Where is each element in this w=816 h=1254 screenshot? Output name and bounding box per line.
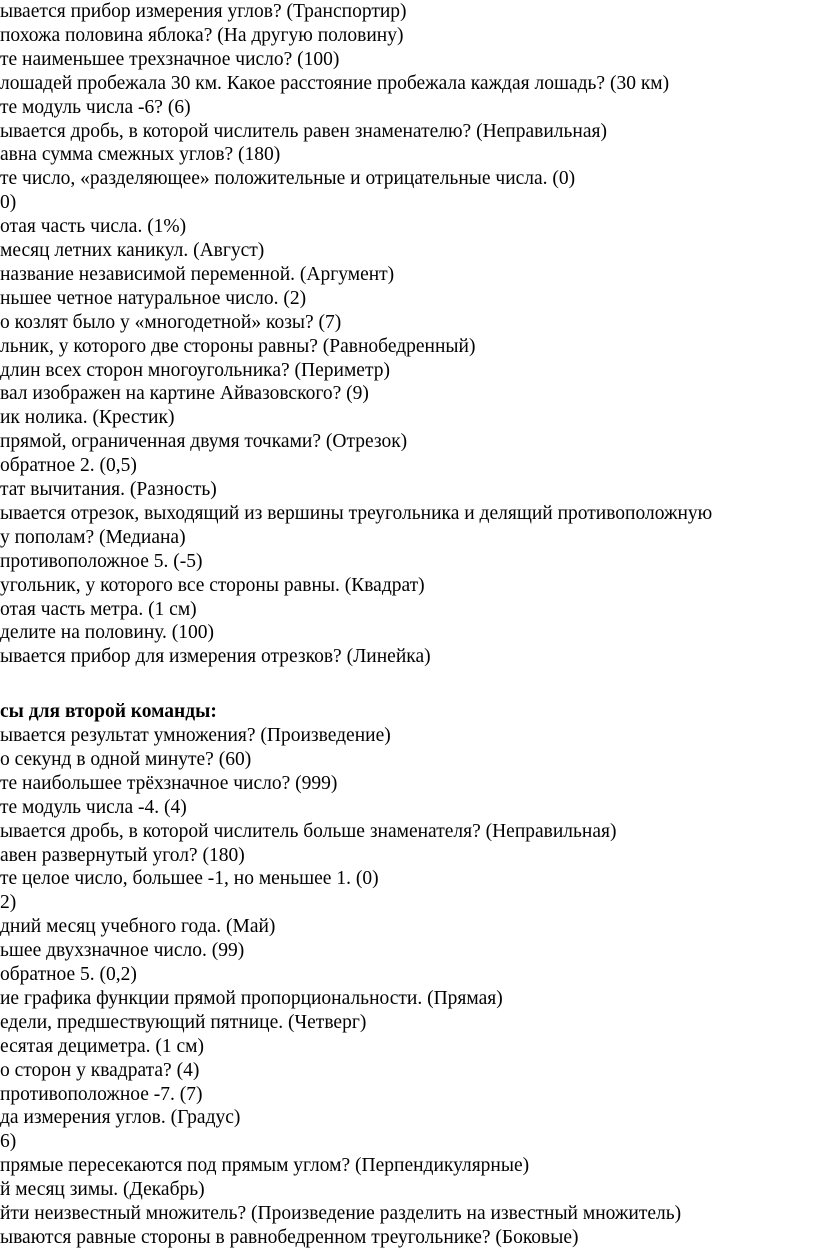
question-line: й месяц зимы. (Декабрь) — [0, 1179, 205, 1201]
question-line: обратное 2. (0,5) — [0, 455, 137, 477]
question-line: дний месяц учебного года. (Май) — [0, 916, 276, 938]
question-line: льник, у которого две стороны равны? (Равнобедренный) — [0, 335, 476, 357]
question-line: о козлят было у «многодетной» козы? (7) — [0, 311, 342, 333]
question-line: йти неизвестный множитель? (Произведение разделить на известный множитель) — [0, 1203, 682, 1224]
question-line: противоположное -7. (7) — [0, 1083, 203, 1105]
question-line: те модуль числа -6? (6) — [0, 96, 191, 118]
question-line: те наименьшее трехзначное число? (100) — [0, 48, 340, 70]
question-line: лошадей пробежала 30 км. Какое расстояние пробежала каждая лошадь? (30 км) — [0, 72, 670, 94]
question-line: делите на половину. (100) — [0, 622, 215, 644]
question-line: прямые пересекаются под прямым углом? (Перпендикулярные) — [0, 1155, 530, 1177]
question-line: вал изображен на картине Айвазовского? (9) — [0, 383, 369, 405]
question-line: ывается дробь, в которой числитель больше знаменателя? (Неправильная) — [0, 820, 617, 842]
question-line: отая часть числа. (1%) — [0, 216, 187, 238]
question-line: название независимой переменной. (Аргумент) — [0, 263, 395, 285]
question-line: те модуль числа -4. (4) — [0, 796, 187, 818]
question-line: те целое число, большее -1, но меньшее 1. (0) — [0, 868, 379, 890]
question-line: ньшее четное натуральное число. (2) — [0, 287, 307, 309]
question-line: месяц летних каникул. (Август) — [0, 240, 265, 261]
question-line: длин всех сторон многоугольника? (Периметр) — [0, 359, 390, 381]
question-line: похожа половина яблока? (На другую половину) — [0, 24, 404, 46]
question-line: едели, предшествующий пятнице. (Четверг) — [0, 1011, 367, 1033]
question-line: у пополам? (Медиана) — [0, 526, 186, 548]
question-line: есятая дециметра. (1 см) — [0, 1035, 204, 1057]
question-line: ие графика функции прямой пропорциональности. (Прямая) — [0, 987, 503, 1009]
question-line: ьшее двухзначное число. (99) — [0, 940, 245, 962]
question-line: те наибольшее трёхзначное число? (999) — [0, 772, 338, 794]
question-line: те число, «разделяющее» положительные и отрицательные числа. (0) — [0, 168, 576, 190]
question-line: отая часть метра. (1 см) — [0, 598, 197, 620]
question-line: авен развернутый угол? (180) — [0, 844, 245, 866]
question-line: прямой, ограниченная двумя точками? (Отрезок) — [0, 431, 408, 453]
question-line: тат вычитания. (Разность) — [0, 479, 217, 500]
question-line: о сторон у квадрата? (4) — [0, 1059, 200, 1081]
question-line: ывается результат умножения? (Произведение) — [0, 725, 391, 746]
question-line: 0) — [0, 192, 17, 214]
question-line: 2) — [0, 892, 17, 914]
question-line: о секунд в одной минуте? (60) — [0, 748, 252, 770]
question-line: обратное 5. (0,2) — [0, 964, 137, 985]
question-line: ывается отрезок, выходящий из вершины треугольника и делящий противоположную — [0, 502, 713, 524]
question-line: противоположное 5. (-5) — [0, 550, 203, 572]
question-line: да измерения углов. (Градус) — [0, 1107, 241, 1129]
question-line: ываются равные стороны в равнобедренном треугольнике? (Боковые) — [0, 1226, 579, 1248]
question-line: 6) — [0, 1131, 17, 1153]
question-line: ывается прибор для измерения отрезков? (Линейка) — [0, 646, 431, 668]
question-line: ик нолика. (Крестик) — [0, 407, 175, 429]
question-line: ывается прибор измерения углов? (Транспортир) — [0, 1, 407, 22]
section-heading-team-two: сы для второй команды: — [0, 701, 217, 722]
question-line: угольник, у которого все стороны равны. (Квадрат) — [0, 574, 425, 596]
question-line: ывается дробь, в которой числитель равен знаменателю? (Неправильная) — [0, 120, 607, 142]
question-line: авна сумма смежных углов? (180) — [0, 144, 281, 166]
